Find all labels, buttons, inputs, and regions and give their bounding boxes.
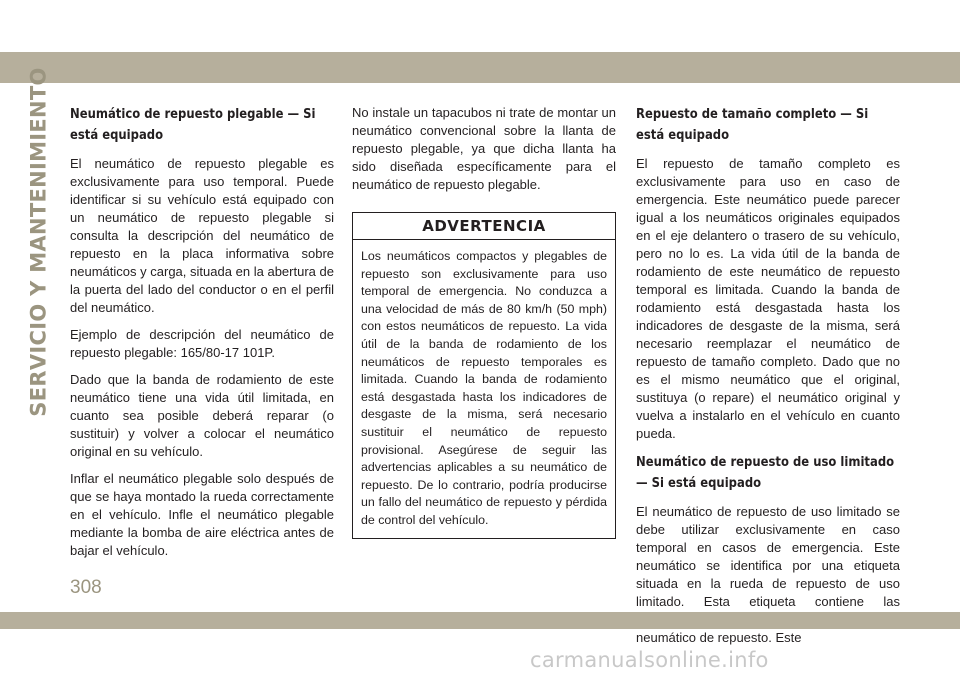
paragraph: El neumático de repuesto de uso limitado se debe utilizar exclusivamente en caso temporal en casos de emergencia. Este neumático se identifica por una etiqueta situada en la rueda de repuesto de uso limitado. Esta etiqueta contiene las neumático de repuesto. Este [636, 504, 900, 645]
paragraph: Inflar el neumático plegable solo después de que se haya montado la rueda correctamente en el vehículo. Infle el neumático plegable mediante la bomba de aire eléctrica antes de bajar el vehículo. [70, 471, 334, 558]
warning-box [352, 212, 616, 539]
column-3 [636, 104, 900, 656]
paragraph: Ejemplo de descripción del neumático de repuesto plegable: 165/80-17 101P. [70, 327, 334, 360]
page-number: 308 [70, 577, 102, 598]
warning-text: Los neumáticos compactos y plegables de repuesto son exclusivamente para uso temporal de emergencia. No conduzca a una velocidad de más de 80 km/h (50 mph) con estos neumáticos de repuesto. La vida útil de la banda de rodamiento de los neumáticos de repuesto temporales es limitada. Cuando la banda de rodamiento está desgastada hasta los indicadores de desgaste de la misma, será necesario sustituir el neumático de repuesto provisional. Asegúrese de seguir las advertencias aplicables a su neumático de repuesto. De lo contrario, podría producirse un fallo del neumático de repuesto y pérdida de control del vehículo. [361, 249, 607, 527]
column-2 [352, 104, 616, 539]
paragraph: Dado que la banda de rodamiento de este neumático tiene una vida útil limitada, en cuanto sea posible deberá reparar (o sustituir) y volver a colocar el neumático original en su vehículo. [70, 372, 334, 459]
heading-full-size-spare: Repuesto de tamaño completo — Si está equipado [636, 106, 869, 143]
warning-title: ADVERTENCIA [353, 213, 615, 240]
watermark: carmanualsonline.info [530, 648, 769, 672]
column-1 [70, 104, 334, 569]
paragraph: El neumático de repuesto plegable es exclusivamente para uso temporal. Puede identificar si su vehículo está equipado con un neumático de repuesto plegable si consulta la descripción del neumático de repuesto en la placa informativa sobre neumáticos y carga, situada en la abertura de la puerta del lado del conductor o en el perfil del neumático. [70, 156, 334, 315]
top-band [0, 52, 960, 83]
paragraph: El repuesto de tamaño completo es exclusivamente para uso en caso de emergencia. Este neumático puede parecer igual a los neumáticos originales equipados en el eje delantero o trasero de su vehículo, pero no lo es. La vida útil de la banda de rodamiento de este neumático de repuesto temporal es limitada. Cuando la banda de rodamiento está desgastada hasta los indicadores de desgaste de la misma, será necesario reemplazar el neumático de repuesto de tamaño completo. Dado que no es el mismo neumático que el original, sustituya (o repare) el neumático original y vuelva a instalarlo en el vehículo en cuanto pueda. [636, 156, 900, 441]
heading-folding-spare: Neumático de repuesto plegable — Si está equipado [70, 106, 316, 143]
heading-limited-use-spare: Neumático de repuesto de uso limitado — Si está equipado [636, 454, 895, 491]
bottom-band [0, 612, 960, 629]
section-side-label: SERVICIO Y MANTENIMIENTO [27, 67, 51, 417]
paragraph: No instale un tapacubos ni trate de montar un neumático convencional sobre la llanta de repuesto plegable, ya que dicha llanta ha sido diseñada específicamente para el neumático de repuesto plegable. [352, 105, 616, 192]
